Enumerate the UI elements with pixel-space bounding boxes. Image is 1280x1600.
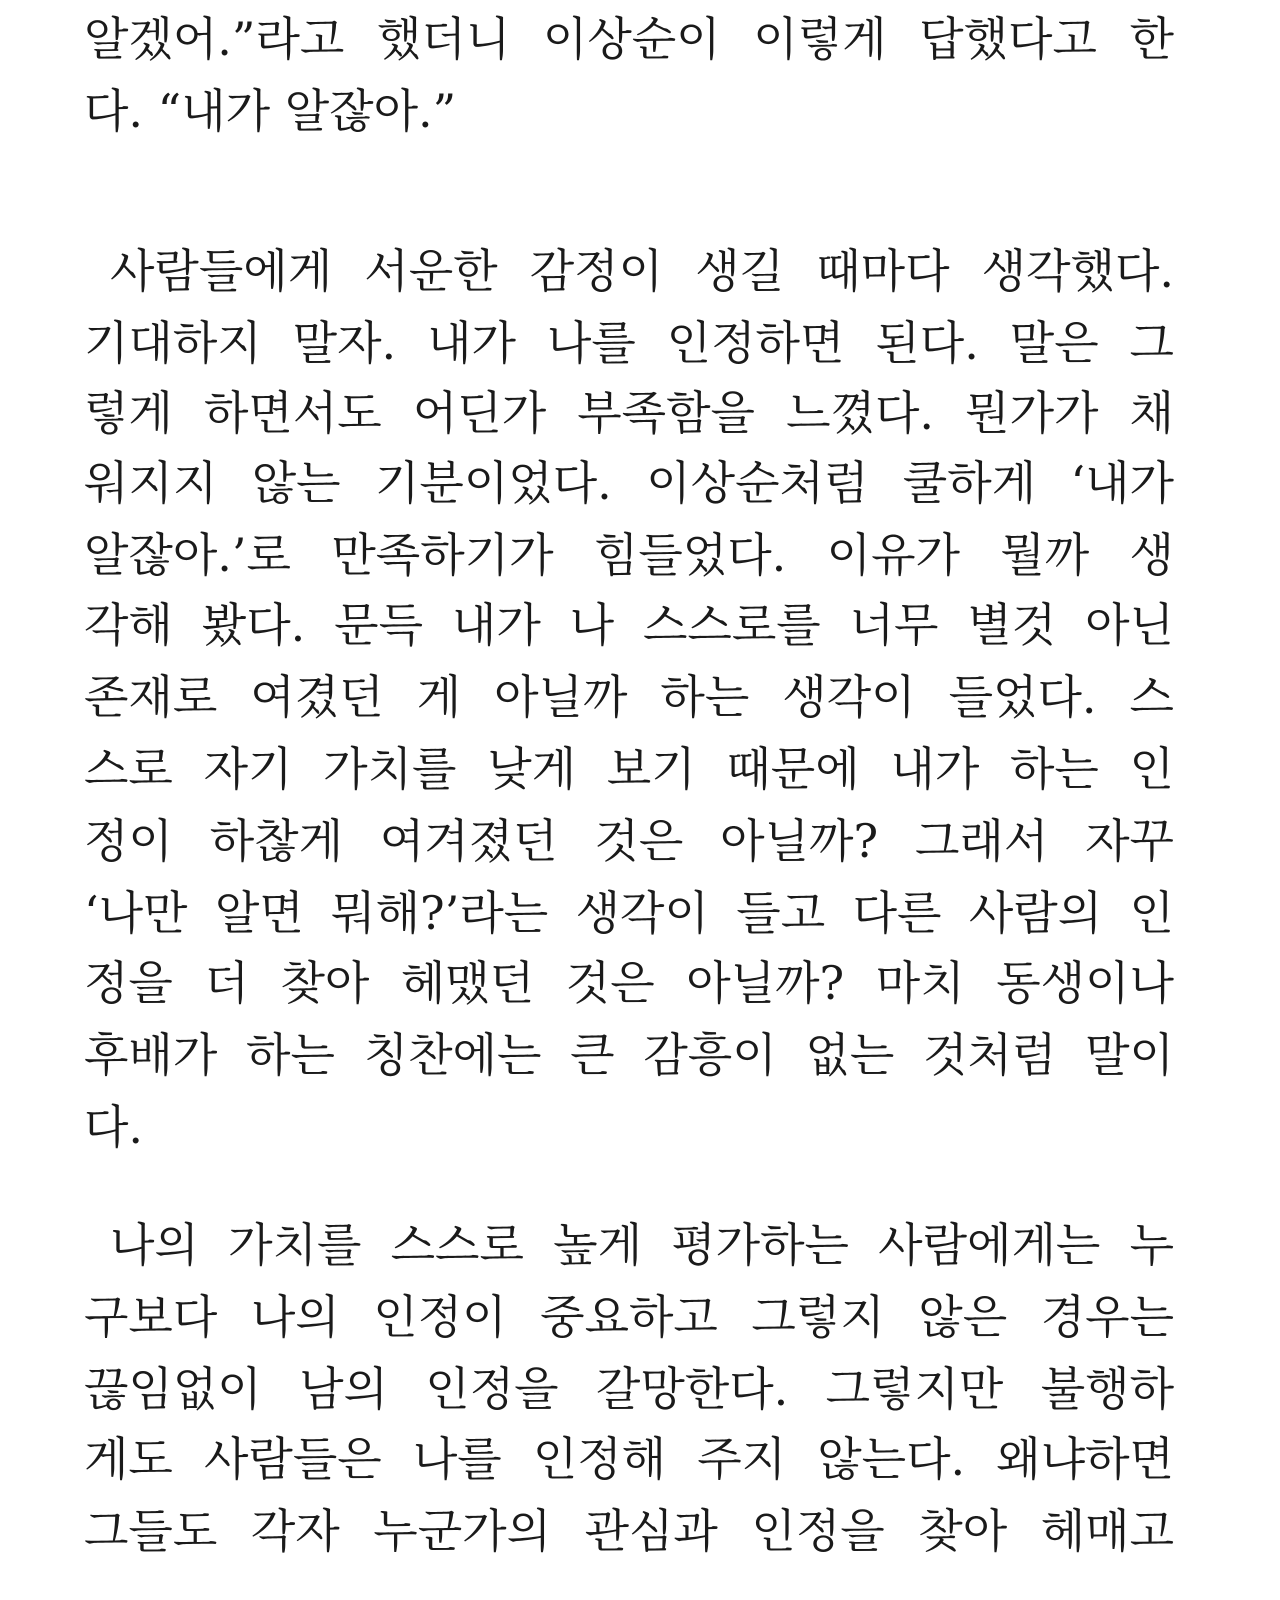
text-line: 스로 자기 가치를 낮게 보기 때문에 내가 하는 인 xyxy=(84,742,1174,796)
text-line: 정을 더 찾아 헤맸던 것은 아닐까? 마치 동생이나 xyxy=(84,956,1174,1010)
document-page xyxy=(84,0,1174,1600)
text-line: 다. xyxy=(84,1100,144,1154)
text-line: 워지지 않는 기분이었다. 이상순처럼 쿨하게 ‘내가 xyxy=(84,456,1174,510)
text-line: 존재로 여겼던 게 아닐까 하는 생각이 들었다. 스 xyxy=(84,670,1174,724)
text-line: 다. “내가 알잖아.” xyxy=(84,84,457,138)
text-line: 기대하지 말자. 내가 나를 인정하면 된다. 말은 그 xyxy=(84,316,1174,370)
text-line: 끊임없이 남의 인정을 갈망한다. 그렇지만 불행하 xyxy=(84,1362,1174,1416)
text-line: 사람들에게 서운한 감정이 생길 때마다 생각했다. xyxy=(110,244,1174,298)
text-line: 알겠어.”라고 했더니 이상순이 이렇게 답했다고 한 xyxy=(84,12,1174,66)
text-line: 렇게 하면서도 어딘가 부족함을 느꼈다. 뭔가가 채 xyxy=(84,386,1174,440)
text-line: 게도 사람들은 나를 인정해 주지 않는다. 왜냐하면 xyxy=(84,1432,1174,1486)
text-line: 후배가 하는 칭찬에는 큰 감흥이 없는 것처럼 말이 xyxy=(84,1028,1174,1082)
text-line: 정이 하찮게 여겨졌던 것은 아닐까? 그래서 자꾸 xyxy=(84,814,1174,868)
text-line: 구보다 나의 인정이 중요하고 그렇지 않은 경우는 xyxy=(84,1290,1174,1344)
text-line: 알잖아.’로 만족하기가 힘들었다. 이유가 뭘까 생 xyxy=(84,528,1174,582)
text-line: ‘나만 알면 뭐해?’라는 생각이 들고 다른 사람의 인 xyxy=(84,886,1174,940)
text-line: 각해 봤다. 문득 내가 나 스스로를 너무 별것 아닌 xyxy=(84,598,1174,652)
text-line: 그들도 각자 누군가의 관심과 인정을 찾아 헤매고 xyxy=(84,1504,1174,1558)
text-line: 나의 가치를 스스로 높게 평가하는 사람에게는 누 xyxy=(110,1218,1174,1272)
